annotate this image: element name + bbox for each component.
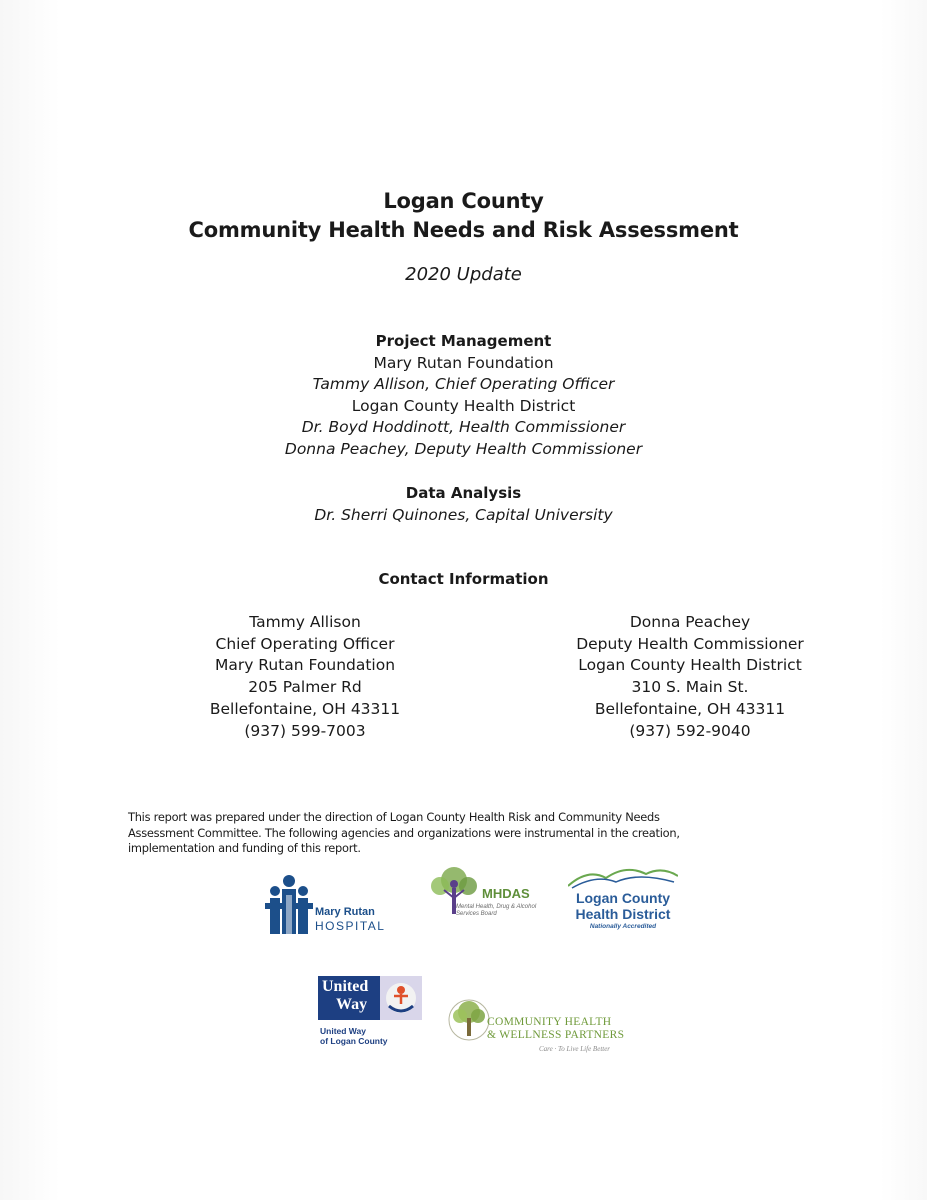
contact-information-section	[0, 569, 927, 591]
tree-seal-icon	[447, 988, 491, 1058]
united-way-caption-1: United Way	[320, 1026, 366, 1036]
mary-rutan-hospital-word: HOSPITAL	[315, 919, 386, 933]
contact-line: Logan County Health District	[578, 656, 802, 675]
contact-phone: (937) 599-7003	[244, 721, 366, 740]
note-line: implementation and funding of this report.	[128, 841, 361, 855]
contact-line: Donna Peachey	[629, 613, 751, 631]
pm-line: Dr. Boyd Hoddinott, Health Commissioner	[301, 418, 626, 437]
data-analysis-line: Dr. Sherri Quinones, Capital University	[314, 505, 613, 524]
note-line: This report was prepared under the direction of Logan County Health Risk and Community Needs	[128, 810, 660, 824]
contact-line: Tammy Allison	[249, 613, 361, 631]
project-management-heading: Project Management	[375, 332, 552, 350]
lchd-name-line-2: Health District	[575, 906, 671, 922]
mhdas-subtitle: Mental Health, Drug & Alcohol Services Board	[456, 904, 537, 917]
contact-phone: (937) 592-9040	[629, 721, 751, 740]
mhdas-logo	[424, 864, 544, 932]
contact-line: Chief Operating Officer	[215, 634, 395, 653]
contact-line: Deputy Health Commissioner	[576, 634, 804, 653]
data-analysis-heading: Data Analysis	[405, 484, 522, 502]
chwp-name-line-2: & WELLNESS PARTNERS	[487, 1029, 625, 1041]
hills-icon	[568, 862, 678, 890]
pm-line: Mary Rutan Foundation	[373, 353, 554, 372]
project-management-section	[0, 331, 927, 461]
mary-rutan-hospital-logo	[265, 873, 395, 937]
document-subtitle: 2020 Update	[405, 264, 522, 285]
document-title	[0, 187, 927, 245]
chwp-name-line-1: COMMUNITY HEALTH	[487, 1016, 612, 1028]
mary-rutan-name: Mary Rutan	[315, 906, 375, 918]
logan-county-health-district-logo	[562, 862, 684, 936]
contact-line: Bellefontaine, OH 43311	[209, 699, 401, 718]
pm-line: Donna Peachey, Deputy Health Commissioner	[284, 439, 643, 458]
title-line-1: Logan County	[383, 189, 544, 213]
community-health-wellness-partners-logo	[447, 988, 637, 1060]
united-way-word-2: Way	[336, 996, 368, 1013]
contact-line: 310 S. Main St.	[631, 678, 749, 697]
contact-line: Bellefontaine, OH 43311	[594, 699, 786, 718]
lchd-name-line-1: Logan County	[575, 890, 671, 906]
contact-left	[145, 612, 465, 742]
family-figures-icon	[265, 873, 313, 935]
contact-line: 205 Palmer Rd	[248, 678, 362, 697]
acknowledgement-note	[128, 810, 808, 857]
data-analysis-section	[0, 483, 927, 526]
title-line-2: Community Health Needs and Risk Assessment	[188, 218, 739, 242]
tree-icon	[424, 864, 484, 932]
note-line: Assessment Committee. The following agencies and organizations were instrumental in the creation,	[128, 825, 680, 840]
united-way-logo	[318, 976, 428, 1052]
chwp-tagline: Care · To Live Life Better	[539, 1045, 611, 1053]
contact-information-heading: Contact Information	[378, 570, 549, 588]
pm-line: Tammy Allison, Chief Operating Officer	[312, 375, 615, 394]
lchd-accredited: Nationally Accredited	[589, 923, 657, 930]
united-way-caption-2: of Logan County	[320, 1036, 388, 1046]
contact-line: Mary Rutan Foundation	[214, 656, 396, 675]
contact-right	[530, 612, 850, 742]
united-way-word-1: United	[322, 978, 369, 995]
pm-line: Logan County Health District	[351, 396, 576, 415]
mhdas-acronym: MHDAS	[482, 886, 530, 901]
